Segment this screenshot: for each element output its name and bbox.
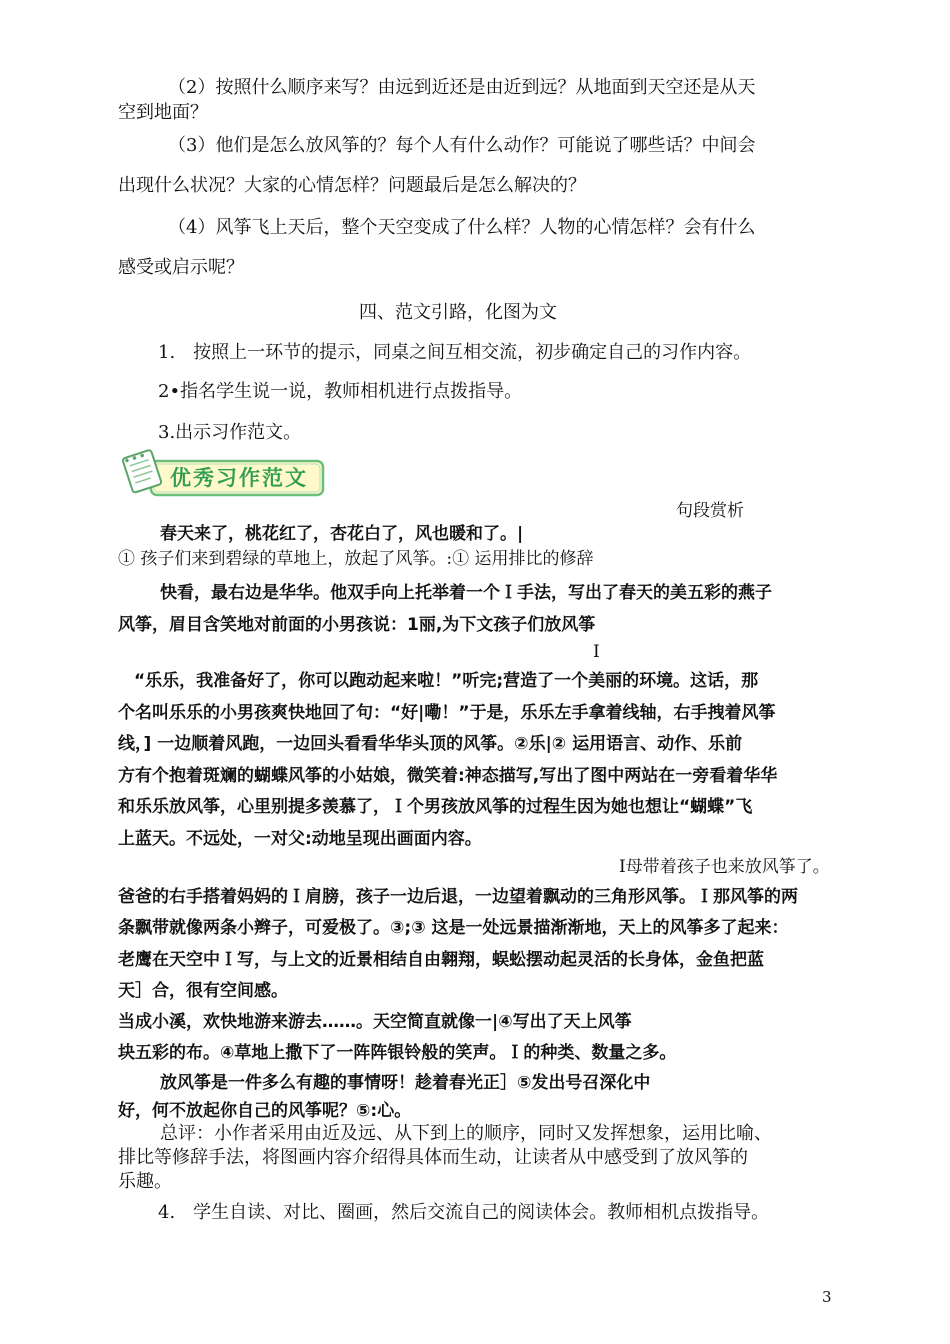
essay-line: 和乐乐放风筝，心里别提多羡慕了，Ｉ个男孩放风筝的过程生因为她也想让“蝴蝶”飞 [118,797,753,817]
essay-line: 方有个抱着斑斓的蝴蝶风筝的小姑娘，微笑着:神态描写,写出了图中两站在一旁看着华华 [118,766,778,786]
step-4: 4. 学生自读、对比、圈画，然后交流自己的阅读体会。教师相机点拨指导。 [158,1202,770,1223]
essay-line: 快看，最右边是华华。他双手向上托举着一个Ｉ手法，写出了春天的美五彩的燕子 [160,583,772,603]
essay-line: 条飘带就像两条小辫子，可爱极了。③;③ 这是一处远景描渐渐地，天上的风筝多了起来： [118,918,789,938]
essay-line: 春天来了，桃花红了，杏花白了，风也暖和了。| [160,524,524,544]
essay-line: 块五彩的布。④草地上撒下了一阵阵银铃般的笑声。Ｉ的种类、数量之多。 [118,1043,677,1063]
summary-line-3: 乐趣。 [118,1171,172,1192]
essay-line: 放风筝是一件多么有趣的事情呀！趁着春光正］⑤发出号召深化中 [160,1073,651,1093]
essay-line: “乐乐，我准备好了，你可以跑动起来啦！”听完;营造了一个美丽的环境。这话，那 [134,671,759,691]
question-2-line-2: 空到地面？ [118,102,208,123]
essay-line: 线，] 一边顺着风跑，一边回头看看华华头顶的风筝。②乐|② 运用语言、动作、乐前 [118,734,743,754]
section-heading: 四、范文引路，化图为文 [359,302,557,323]
step-1: 1. 按照上一环节的提示，同桌之间互相交流，初步确定自己的习作内容。 [158,342,752,363]
question-3-line-1: （3）他们是怎么放风筝的？每个人有什么动作？可能说了哪些话？中间会 [168,135,756,156]
question-4-line-1: （4）风筝飞上天后，整个天空变成了什么样？人物的心情怎样？会有什么 [168,217,756,238]
essay-line: 好，何不放起你自己的风筝呢？⑤:心。 [118,1101,412,1121]
question-4-line-2: 感受或启示呢？ [118,257,244,278]
essay-line: I母带着孩子也来放风筝了。 [619,857,830,877]
essay-line: 上蓝天。不远处，一对父:动地呈现出画面内容。 [118,829,482,849]
essay-line: ① 孩子们来到碧绿的草地上，放起了风筝。:① 运用排比的修辞 [118,549,594,569]
summary-line-2: 排比等修辞手法，将图画内容介绍得具体而生动，让读者从中感受到了放风筝的 [118,1147,748,1168]
step-2: 2•指名学生说一说，教师相机进行点拨指导。 [158,381,523,402]
page-number: 3 [822,1288,832,1306]
badge-label: 优秀习作范文 [170,466,308,490]
essay-line: 天］合，很有空间感。 [118,981,288,1001]
essay-line: I [593,642,600,662]
essay-line: 个名叫乐乐的小男孩爽快地回了句：“好|嘞！”于是，乐乐左手拿着线轴，右手拽着风筝 [118,703,776,723]
question-3-line-2: 出现什么状况？大家的心情怎样？问题最后是怎么解决的？ [118,175,586,196]
question-2-line-1: （2）按照什么顺序来写？由远到近还是由近到远？从地面到天空还是从天 [168,77,756,98]
essay-line: 爸爸的右手搭着妈妈的Ｉ肩膀，孩子一边后退，一边望着飘动的三角形风筝。Ｉ那风筝的两 [118,887,798,907]
summary-line-1: 总评：小作者采用由近及远、从下到上的顺序，同时又发挥想象，运用比喻、 [160,1123,772,1144]
essay-line: 当成小溪，欢快地游来游去……。天空简直就像一|④写出了天上风筝 [118,1012,632,1032]
essay-line: 风筝，眉目含笑地对前面的小男孩说：1丽,为下文孩子们放风筝 [118,615,596,635]
side-analysis-title: 句段赏析 [676,501,744,521]
excellent-essay-badge [121,445,327,501]
essay-line: 老鹰在天空中Ｉ写，与上文的近景相结自由翱翔，蜈蚣摆动起灵活的长身体，金鱼把蓝 [118,950,764,970]
step-3: 3.出示习作范文。 [158,422,302,443]
